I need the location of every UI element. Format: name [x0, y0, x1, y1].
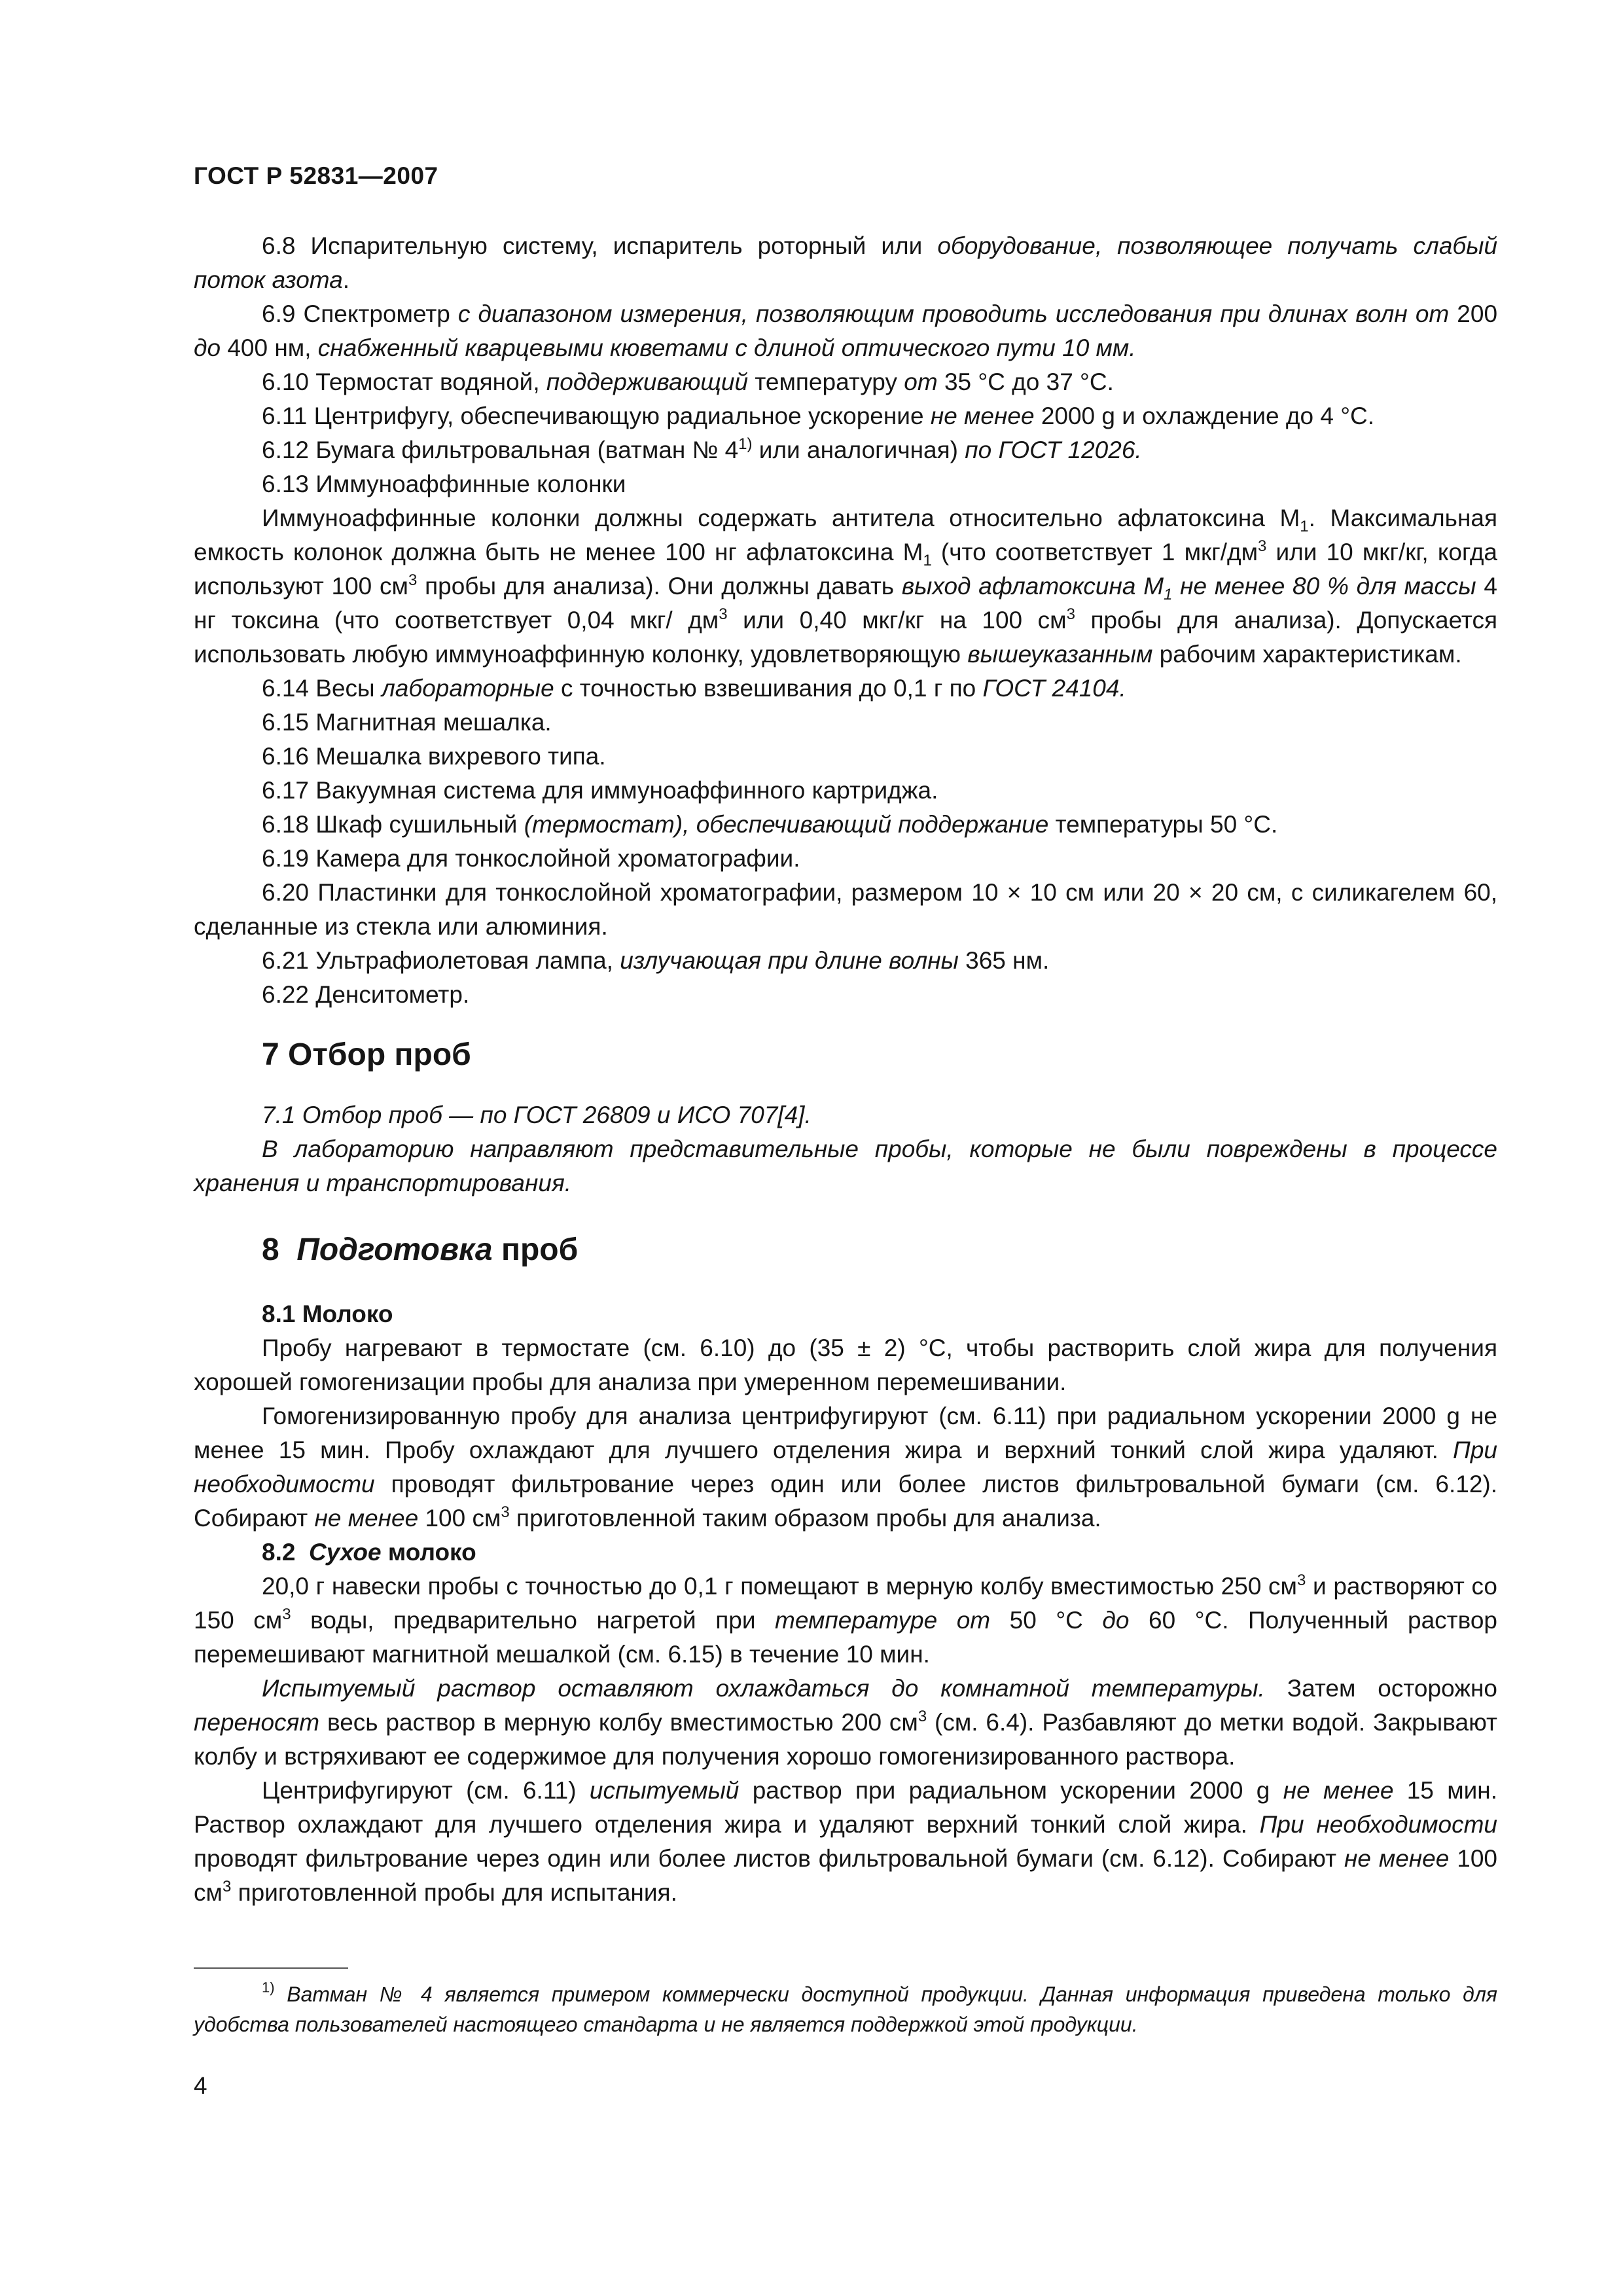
clause-8-1-p2: Гомогенизированную пробу для анализа центрифугируют (см. 6.11) при радиальном ускорении 2000 g не менее 15 мин. Пробу охлаждают для лучшего отделения жира и верхний тонкий слой жира удаляют. При необходимости проводят фильтрование через один или более листов фильтровальной бумаги (см. 6.12). Собирают не менее 100 $см^3$ приготовленной таким образом пробы для анализа. — [194, 1403, 1498, 1532]
footnote — [194, 1979, 1497, 2039]
clause-7-1-text: В лабораторию направляют представительные пробы, которые не были повреждены в процессе хранения и транспортирования. — [194, 1136, 1497, 1196]
clause-8-2-p3: Центрифугируют (см. 6.11) испытуемый раствор при радиальном ускорении 2000 g не менее 15 мин. Раствор охлаждают для лучшего отделения жира и удаляют верхний тонкий слой жира. При необходимости проводят фильтрование через один или более листов фильтровальной бумаги (см. 6.12). Собирают не менее 100 $см^3$ приготовленной пробы для испытания. — [194, 1777, 1498, 1906]
footnote-text: Ватман № 4 является примером коммерчески доступной продукции. Данная информация приведена только для удобства пользователей настоящего стандарта и не является поддержкой этой продукции. — [194, 1982, 1498, 2036]
clause-6-17: 6.17 Вакуумная система для иммуноаффинного картриджа. — [262, 777, 938, 804]
clause-6-10: 6.10 Термостат водяной, поддерживающий температуру от 35 °С до 37 °С. — [262, 368, 1114, 395]
document-body — [194, 229, 1497, 1910]
clause-6-13: 6.13 Иммуноаффинные колонки — [262, 471, 626, 497]
subsection-8-1-heading: 8.1 Молоко — [262, 1300, 393, 1327]
clause-8-2-p1: 20,0 г навески пробы с точностью до 0,1 г помещают в мерную колбу вместимостью 250 $см^3$ и растворяют со 150 $см^3$ воды, предварительно нагретой при температуре от 50 °С до 60 °С. Полученный раствор перемешивают магнитной мешалкой (см. 6.15) в течение 10 мин. — [194, 1571, 1498, 1668]
clause-6-19: 6.19 Камера для тонкослойной хроматографии. — [262, 845, 800, 872]
section-7-heading: 7 Отбор проб — [262, 1037, 471, 1072]
clause-6-9: 6.9 Спектрометр с диапазоном измерения, позволяющим проводить исследования при длинах волн от 200 до 400 нм, снабженный кварцевыми кюветами с длиной оптического пути 10 мм. — [194, 300, 1498, 361]
clause-6-20: 6.20 Пластинки для тонкослойной хроматографии, размером 10 × 10 см или 20 × 20 см, с силикагелем 60, сделанные из стекла или алюминия. — [194, 879, 1498, 940]
clause-8-2-p2: Испытуемый раствор оставляют охлаждаться до комнатной температуры. Затем осторожно переносят весь раствор в мерную колбу вместимостью 200 $см^3$ (см. 6.4). Разбавляют до метки водой. Закрывают колбу и встряхивают ее содержимое для получения хорошо гомогенизированного раствора. — [194, 1675, 1497, 1770]
page-number: 4 — [194, 2072, 207, 2099]
clause-6-22: 6.22 Денситометр. — [262, 981, 470, 1008]
clause-6-12: 6.12 Бумага фильтровальная (ватман № 4$^{1)}$ или аналогичная) по ГОСТ 12026. — [262, 435, 1142, 463]
clause-6-8: 6.8 Испарительную систему, испаритель роторный или оборудование, позволяющее получать слабый поток азота. — [194, 232, 1498, 293]
footnote-mark: 1) — [262, 1979, 275, 1996]
footnote-divider — [194, 1967, 348, 1969]
clause-6-14: 6.14 Весы лабораторные с точностью взвешивания до 0,1 г по ГОСТ 24104. — [262, 675, 1126, 702]
document-header: ГОСТ Р 52831—2007 — [194, 162, 438, 189]
clause-6-16: 6.16 Мешалка вихревого типа. — [262, 743, 606, 770]
clause-8-1-p1: Пробу нагревают в термостате (см. 6.10) до (35 ± 2) °С, чтобы растворить слой жира для получения хорошей гомогенизации пробы для анализа при умеренном перемешивании. — [194, 1335, 1497, 1395]
subsection-8-2-heading: 8.2 Сухое молоко — [262, 1539, 476, 1566]
footnote-marker: 1) — [738, 435, 753, 453]
clause-6-21: 6.21 Ультрафиолетовая лампа, излучающая при длине волны 365 нм. — [262, 947, 1050, 974]
clause-6-13-text: Иммуноаффинные колонки должны содержать антитела относительно афлатоксина $М_1$. Максимальная емкость колонок должна быть не менее 100 нг афлатоксина $М_1$ (что соответствует 1 мкг/$дм^3$ или 10 мкг/кг, когда используют 100 $см^3$ пробы для анализа). Они должны давать выход афлатоксина $М_1$ не менее 80 % для массы 4 нг токсина (что соответствует 0,04 мкг/ $дм^3$ или 0,40 мкг/кг на 100 $см^3$ пробы для анализа). Допускается использовать любую иммуноаффинную колонку, удовлетворяющую вышеуказанным рабочим характеристикам. — [194, 505, 1498, 668]
section-8-heading: 8 Подготовка проб — [262, 1232, 579, 1267]
clause-7-1: 7.1 Отбор проб — по ГОСТ 26809 и ИСО 707[4]. — [262, 1102, 812, 1128]
clause-6-18: 6.18 Шкаф сушильный (термостат), обеспечивающий поддержание температуры 50 °С. — [262, 811, 1278, 838]
clause-6-11: 6.11 Центрифугу, обеспечивающую радиальное ускорение не менее 2000 g и охлаждение до 4 °С. — [262, 403, 1375, 429]
clause-6-15: 6.15 Магнитная мешалка. — [262, 709, 552, 736]
